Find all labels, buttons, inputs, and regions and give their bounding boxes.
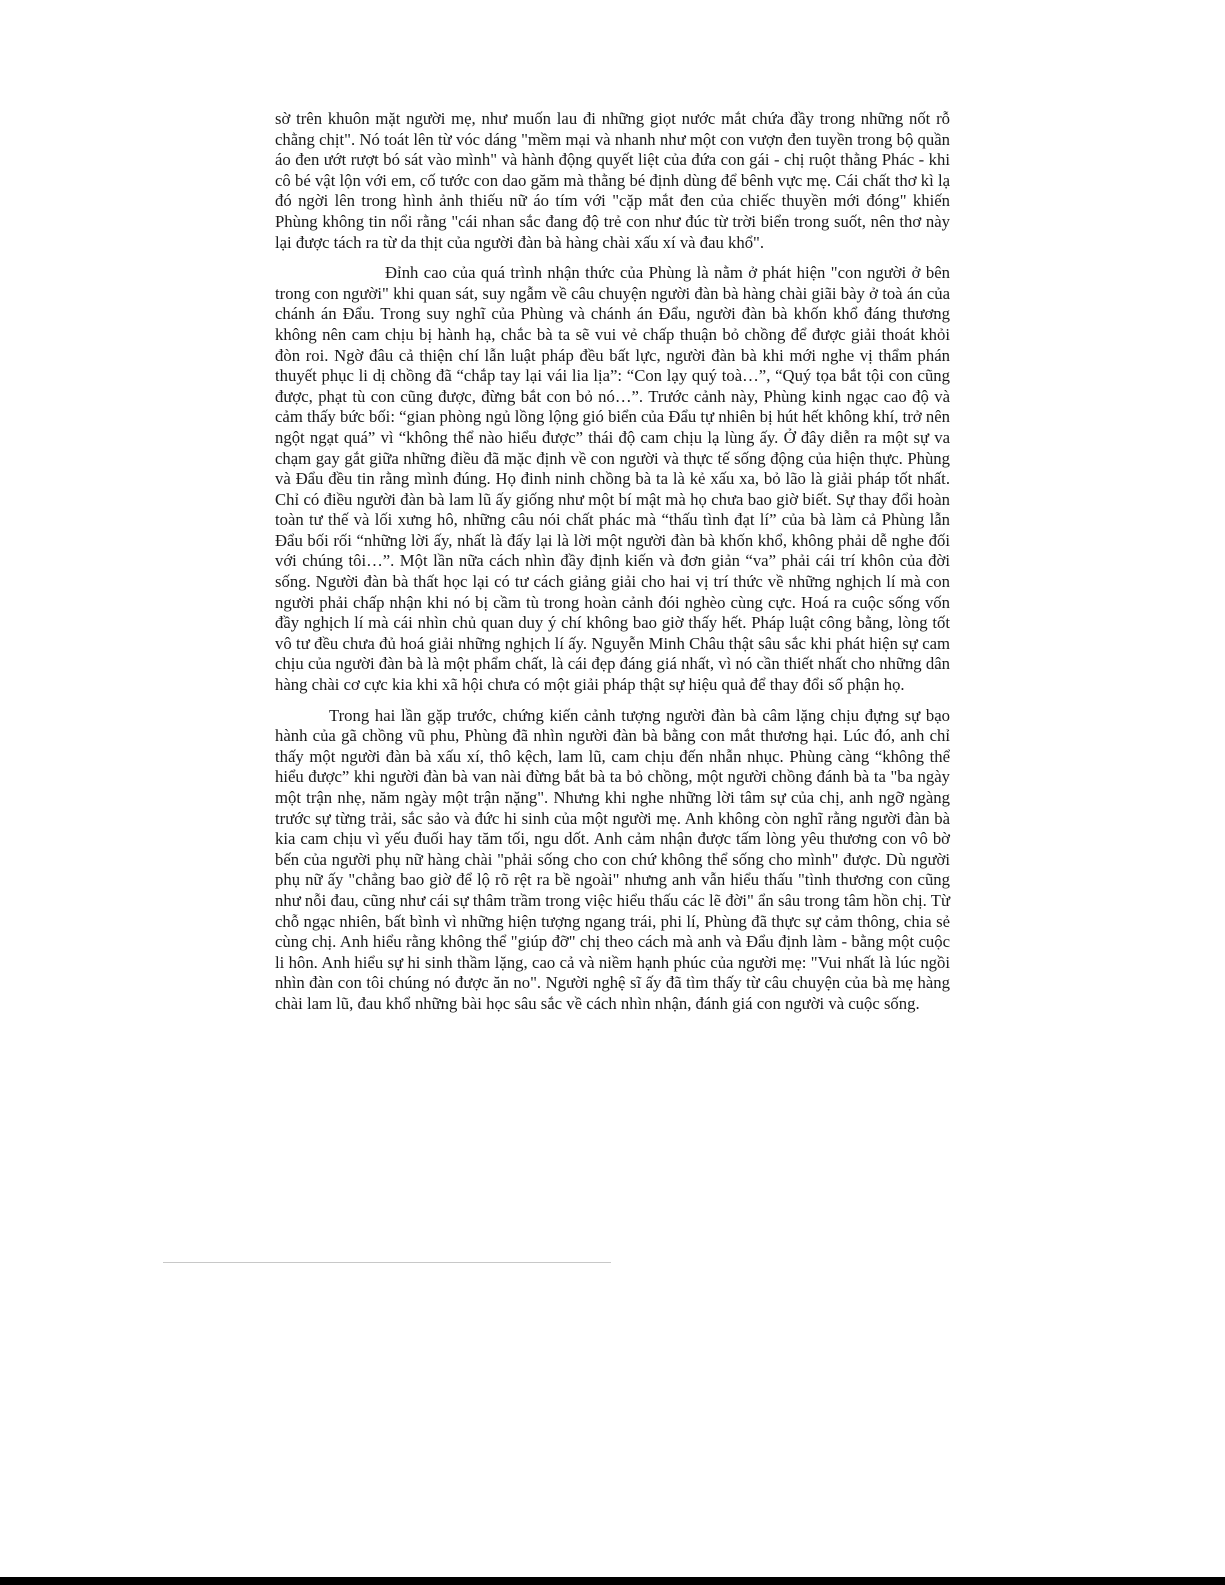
paragraph-continued: sờ trên khuôn mặt người mẹ, như muốn lau đi những giọt nước mắt chứa đầy trong những nốt rỗ chằng chịt". Nó toát lên từ vóc dáng "mềm mại và nhanh như một con vượn đen tuyền trong bộ quần áo đen ướt rượt bó sát vào mình" và hành động quyết liệt của đứa con gái - chị ruột thằng Phác - khi cô bé vật lộn với em, cố tước con dao găm mà thằng bé định dùng để bênh vực mẹ. Cái chất thơ kì lạ đó ngời lên trong hình ảnh thiếu nữ áo tím với "cặp mắt đen của chiếc thuyền mới đóng" khiến Phùng không tin nổi rằng "cái nhan sắc đang độ trẻ con như đúc từ trời biển trong suốt, nên thơ này lại được tách ra từ da thịt của người đàn bà hàng chài xấu xí và đau khổ". <box>275 109 950 252</box>
footnote-separator <box>163 1262 611 1263</box>
body-text <box>275 109 950 1015</box>
page-bottom-edge <box>0 1577 1225 1585</box>
paragraph-summit-of-awareness: Đỉnh cao của quá trình nhận thức của Phùng là nằm ở phát hiện "con người ở bên trong con người" khi quan sát, suy ngẫm về câu chuyện người đàn bà hàng chài giãi bày ở toà án của chánh án Đẩu. Trong suy nghĩ của Phùng và chánh án Đẩu, người đàn bà khốn khổ đáng thương không nên cam chịu bị hành hạ, chắc bà ta sẽ vui vẻ chấp thuận bỏ chồng để được giải thoát khỏi đòn roi. Ngờ đâu cả thiện chí lẫn luật pháp đều bất lực, người đàn bà khi mới nghe vị thẩm phán thuyết phục li dị chồng đã “chắp tay lại vái lia lịa”: “Con lạy quý toà…”, “Quý tọa bắt tội con cũng được, phạt tù con cũng được, đừng bắt con bỏ nó…”. Trước cảnh này, Phùng kinh ngạc cao độ và cảm thấy bức bối: “gian phòng ngủ lồng lộng gió biển của Đẩu tự nhiên bị hút hết không khí, trở nên ngột ngạt quá” vì “không thể nào hiểu được” thái độ cam chịu lạ lùng ấy. Ở đây diễn ra một sự va chạm gay gắt giữa những điều đã mặc định về con người và thực tế sống động của hiện thực. Phùng và Đẩu đều tin rằng mình đúng. Họ đinh ninh chồng bà ta là kẻ xấu xa, bỏ lão là giải pháp tốt nhất. Chỉ có điều người đàn bà lam lũ ấy giống như một bí mật mà họ chưa bao giờ biết. Sự thay đổi hoàn toàn tư thế và lối xưng hô, những câu nói chất phác mà “thấu tình đạt lí” của bà làm cả Phùng lẫn Đẩu bối rối “những lời ấy, nhất là đấy lại là lời một người đàn bà khốn khổ, không phải dễ nghe đối với chúng tôi…”. Một lần nữa cách nhìn đầy định kiến và đơn giản “va” phải cái trí khôn của đời sống. Người đàn bà thất học lại có tư cách giảng giải cho hai vị trí thức về những nghịch lí mà con người phải chấp nhận khi nó bị cầm tù trong hoàn cảnh đói nghèo cùng cực. Hoá ra cuộc sống vốn đầy nghịch lí mà cái nhìn chủ quan duy ý chí không bao giờ thấy hết. Pháp luật công bằng, lòng tốt vô tư đều chưa đủ hoá giải những nghịch lí ấy. Nguyễn Minh Châu thật sâu sắc khi phát hiện sự cam chịu của người đàn bà là một phẩm chất, là cái đẹp đáng giá nhất, vì nó cần thiết nhất cho những dân hàng chài cơ cực kia khi xã hội chưa có một giải pháp thật sự hiệu quả để thay đổi số phận họ. <box>275 263 950 695</box>
paragraph-two-encounters: Trong hai lần gặp trước, chứng kiến cảnh tượng người đàn bà câm lặng chịu đựng sự bạo hành của gã chồng vũ phu, Phùng đã nhìn người đàn bà bằng con mắt thương hại. Lúc đó, anh chỉ thấy một người đàn bà xấu xí, thô kệch, lam lũ, cam chịu đến nhẫn nhục. Phùng càng “không thể hiểu được” khi người đàn bà van nài đừng bắt bà ta bỏ chồng, một người chồng đánh bà ta "ba ngày một trận nhẹ, năm ngày một trận nặng". Nhưng khi nghe những lời tâm sự của chị, anh ngỡ ngàng trước sự từng trải, sắc sảo và đức hi sinh của một người mẹ. Anh không còn nghĩ rằng người đàn bà kia cam chịu vì yếu đuối hay tăm tối, ngu dốt. Anh cảm nhận được tấm lòng yêu thương con vô bờ bến của người phụ nữ hàng chài "phải sống cho con chứ không thể sống cho mình" được. Dù người phụ nữ ấy "chẳng bao giờ để lộ rõ rệt ra bề ngoài" nhưng anh vẫn hiểu thấu "tình thương con cũng như nỗi đau, cũng như cái sự thâm trầm trong việc hiểu thấu các lẽ đời" ẩn sâu trong tâm hồn chị. Từ chỗ ngạc nhiên, bất bình vì những hiện tượng ngang trái, phi lí, Phùng đã thực sự cảm thông, chia sẻ cùng chị. Anh hiểu rằng không thể "giúp đỡ" chị theo cách mà anh và Đẩu định làm - bằng một cuộc li hôn. Anh hiểu sự hi sinh thầm lặng, cao cả và niềm hạnh phúc của người mẹ: "Vui nhất là lúc ngồi nhìn đàn con tôi chúng nó được ăn no". Người nghệ sĩ ấy đã tìm thấy từ câu chuyện của bà mẹ hàng chài lam lũ, đau khổ những bài học sâu sắc về cách nhìn nhận, đánh giá con người và cuộc sống. <box>275 705 950 1013</box>
